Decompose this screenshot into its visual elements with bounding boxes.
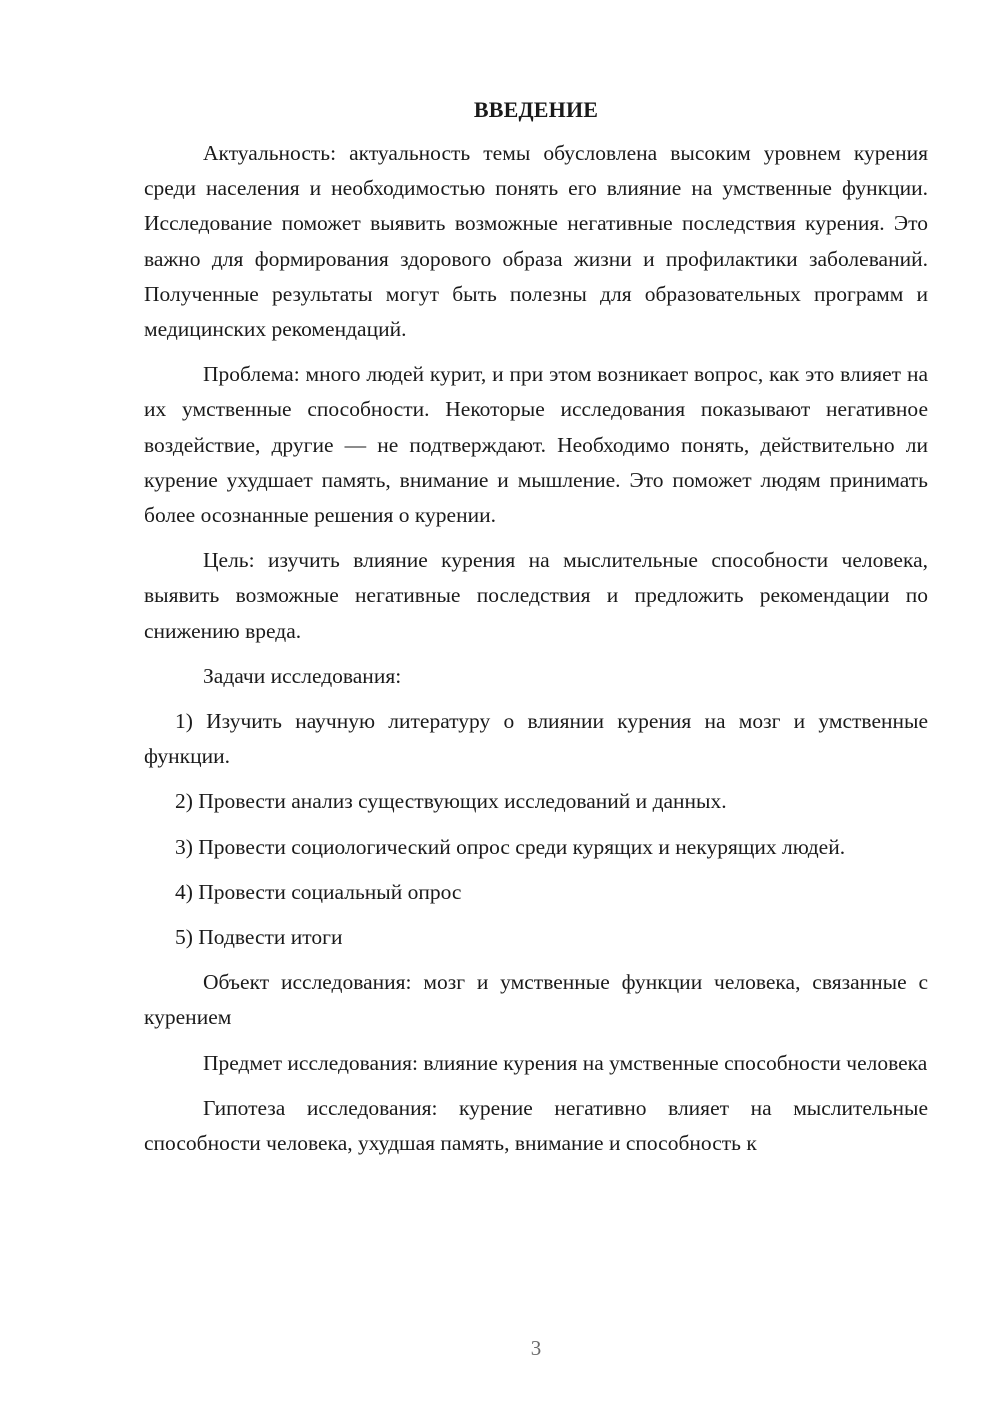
object-paragraph: Объект исследования: мозг и умственные функции человека, связанные с курением [144, 970, 928, 1030]
task-item-3: 3) Провести социологический опрос среди курящих и некурящих людей. [175, 834, 846, 859]
task-item-2: 2) Провести анализ существующих исследований и данных. [175, 789, 727, 814]
task-item-1: 1) Изучить научную литературу о влиянии курения на мозг и умственные функции. [144, 709, 928, 769]
goal-paragraph: Цель: изучить влияние курения на мыслительные способности человека, выявить возможные негативные последствия и предложить рекомендации по снижению вреда. [144, 548, 928, 643]
section-title: ВВЕДЕНИЕ [473, 97, 599, 122]
subject-paragraph: Предмет исследования: влияние курения на умственные способности человека [203, 1050, 928, 1075]
tasks-heading: Задачи исследования: [203, 663, 402, 688]
task-item-4: 4) Провести социальный опрос [175, 879, 462, 904]
page-number: 3 [530, 1336, 542, 1360]
hypothesis-paragraph: Гипотеза исследования: курение негативно влияет на мыслительные способности человека, ухудшая память, внимание и способность к [144, 1095, 928, 1156]
problem-paragraph: Проблема: много людей курит, и при этом возникает вопрос, как это влияет на их умственные способности. Некоторые исследования показывают негативное воздействие, другие — не подтверждают. Необходимо понять, действительно ли курение ухудшает память, внимание и мышление. Это поможет людям принимать более осознанные решения о курении. [144, 362, 928, 528]
relevance-paragraph: Актуальность: актуальность темы обусловлена высоким уровнем курения среди населения и необходимостью понять его влияние на умственные функции. Исследование поможет выявить возможные негативные последствия курения. Это важно для формирования здорового образа жизни и профилактики заболеваний. Полученные результаты могут быть полезны для образовательных программ и медицинских рекомендаций. [144, 141, 928, 342]
page-body [144, 96, 928, 1171]
task-item-5: 5) Подвести итоги [175, 925, 343, 950]
